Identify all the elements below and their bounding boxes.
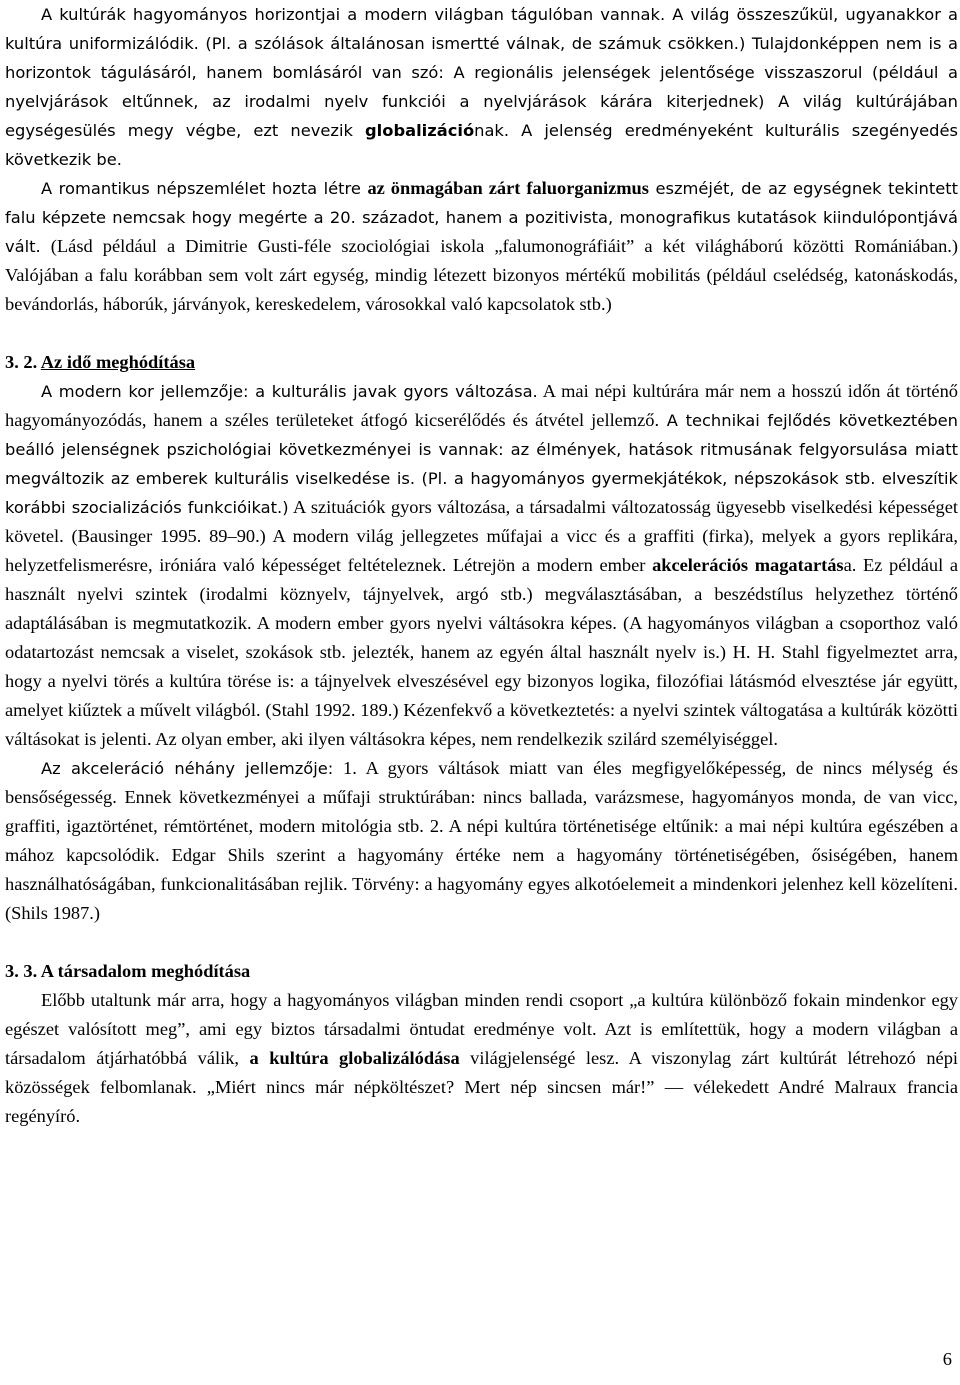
section-heading-3-3: 3. 3. A társadalom meghódítása — [5, 961, 251, 981]
bold-term: akcelerációs magatartás — [652, 555, 844, 575]
paragraph-text: nak. A jelenség eredményeként kulturális szegényedés következik be. — [5, 121, 958, 169]
paragraph-text: A modern kor jellemzője: a kulturális javak gyors változása. — [41, 382, 538, 401]
section-heading-3-2 — [5, 348, 958, 377]
paragraph-time-conquest — [5, 377, 958, 754]
intro-sans-block — [5, 0, 958, 174]
bold-term: a kultúra globalizálódása — [249, 1048, 460, 1068]
section-number: 3. 2. — [5, 352, 38, 372]
paragraph-text: A technikai fejlődés következtében beálló jelenségnek pszichológiai következményei is vannak: az élmények, hatások ritmusának felgyorsulása miatt megváltozik az emberek kulturális viselkedése is. (Pl. a hagyományos gyermekjátékok, népszokások stb. elveszítik korábbi szocializációs funkcióikat.) — [5, 411, 958, 517]
paragraph-society-conquest — [5, 986, 958, 1131]
paragraph-text: A romantikus népszemlélet hozta létre — [41, 179, 368, 198]
paragraph-text: Az akceleráció néhány jellemzője: — [41, 759, 334, 778]
paragraph-text: A szituációk gyors változása, a társadalmi változatosság ügyesebb viselkedési képességet követel. (Bausinger 1995. 89–90.) A modern világ jellegzetes műfajai a vicc és a graffiti (firka), melyek a gyors replikára, helyzetfelismerésre, iróniára való képességet feltételeznek. Létrejön a modern ember — [5, 497, 958, 575]
paragraph-text: (Lásd például a Dimitrie Gusti-féle szociológiai iskola „falumonográfiáit” a két világháború közötti Romániában.) Valójában a falu korábban sem volt zárt egység, mindig létezett bizonyos mértékű mobilitás (például cselédség, katonáskodás, bevándorlás, háborúk, járványok, kereskedelem, városokkal való kapcsolatok stb.) — [5, 236, 958, 314]
spacer — [5, 319, 958, 348]
paragraph-text: A kultúrák hagyományos horizontjai a modern világban tágulóban vannak. A világ összeszűkül, ugyanakkor a kultúra uniformizálódik. (Pl. a szólások általánosan ismertté válnak, de számuk csökken.) Tulajdonképpen nem is a horizontok tágulásáról, hanem bomlásáról van szó: A regionális jelenségek jelentősége visszaszorul (például a nyelvjárások eltűnnek, az irodalmi nyelv funkciói a nyelvjárások kárára kiterjednek) A világ kultúrájában egységesülés megy végbe, ezt nevezik — [5, 5, 958, 140]
paragraph-globalization — [5, 0, 958, 174]
paragraph-village-organism — [5, 174, 958, 319]
bold-term: globalizáció — [365, 121, 475, 140]
spacer — [5, 928, 958, 957]
bold-term: az önmagában zárt faluorganizmus — [367, 178, 649, 198]
paragraph-text: a. Ez például a használt nyelvi szintek (irodalmi köznyelv, tájnyelvek, argó stb.) megválasztásában, a beszédstílus helyzethez történő adaptálásában is megmutatkozik. A modern ember gyors nyelvi váltásokra képes. (A hagyományos világban a csoporthoz való odatartozást nemcsak a viselet, szokások stb. jelezték, hanem az egyén által használt nyelv is.) H. H. Stahl figyelmeztet arra, hogy a nyelvi törés a kultúra törése is: a tájnyelvek elveszésével egy bizonyos logika, filozófiai látásmód elvesztése jár együtt, amelyet kiűztek a művelt világból. (Stahl 1992. 189.) Kézenfekvő a következtetés: a nyelvi szintek váltogatása a kultúrák közötti váltásokat is jelenti. Az olyan ember, aki ilyen váltásokra képes, nem rendelkezik szilárd személyiséggel. — [5, 555, 959, 749]
document-page — [5, 0, 958, 1131]
paragraph-acceleration — [5, 754, 958, 928]
paragraph-text: A mai népi kultúrára már nem a hosszú időn át történő hagyományozódás, hanem a széles területeket átfogó kicserélődés és átvétel jellemző. — [5, 381, 958, 430]
paragraph-text: eszméjét, de az egységnek tekintett falu képzete nemcsak hogy megérte a 20. századot, hanem a pozitivista, monografikus kutatások kiindulópontjává vált. — [5, 179, 958, 256]
page-number: 6 — [942, 1349, 952, 1369]
paragraph-text: Előbb utaltunk már arra, hogy a hagyományos világban minden rendi csoport „a kultúra különböző fokain mindenkor egy egészet valósított meg”, ami egy biztos társadalmi öntudat eredménye volt. Azt is említettük, hogy a modern világban a társadalom átjárhatóbbá válik, — [5, 990, 958, 1068]
section-title: Az idő meghódítása — [40, 352, 196, 372]
paragraph-text: világjelenségé lesz. A viszonylag zárt kultúrát létrehozó népi közösségek felbomlanak. „Miért nincs már népköltészet? Mert nép sincsen már!” — vélekedett André Malraux francia regényíró. — [5, 1048, 959, 1126]
paragraph-text: 1. A gyors váltások miatt van éles megfigyelőképesség, de nincs mélység és bensőségesség. Ennek következményei a műfaji struktúrában: nincs ballada, varázsmese, hagyományos monda, de van vicc, graffiti, igaztörténet, rémtörténet, modern mitológia stb. 2. A népi kultúra történetisége eltűnik: a mai népi kultúra egészében a mához kapcsolódik. Edgar Shils szerint a hagyomány értéke nem a hagyomány történetiségében, ősiségében, hanem használhatóságában, funkcionalitásában rejlik. Törvény: a hagyomány egyes alkotóelemeit a mindenkori jelenhez kell közelíteni. (Shils 1987.) — [5, 758, 958, 923]
